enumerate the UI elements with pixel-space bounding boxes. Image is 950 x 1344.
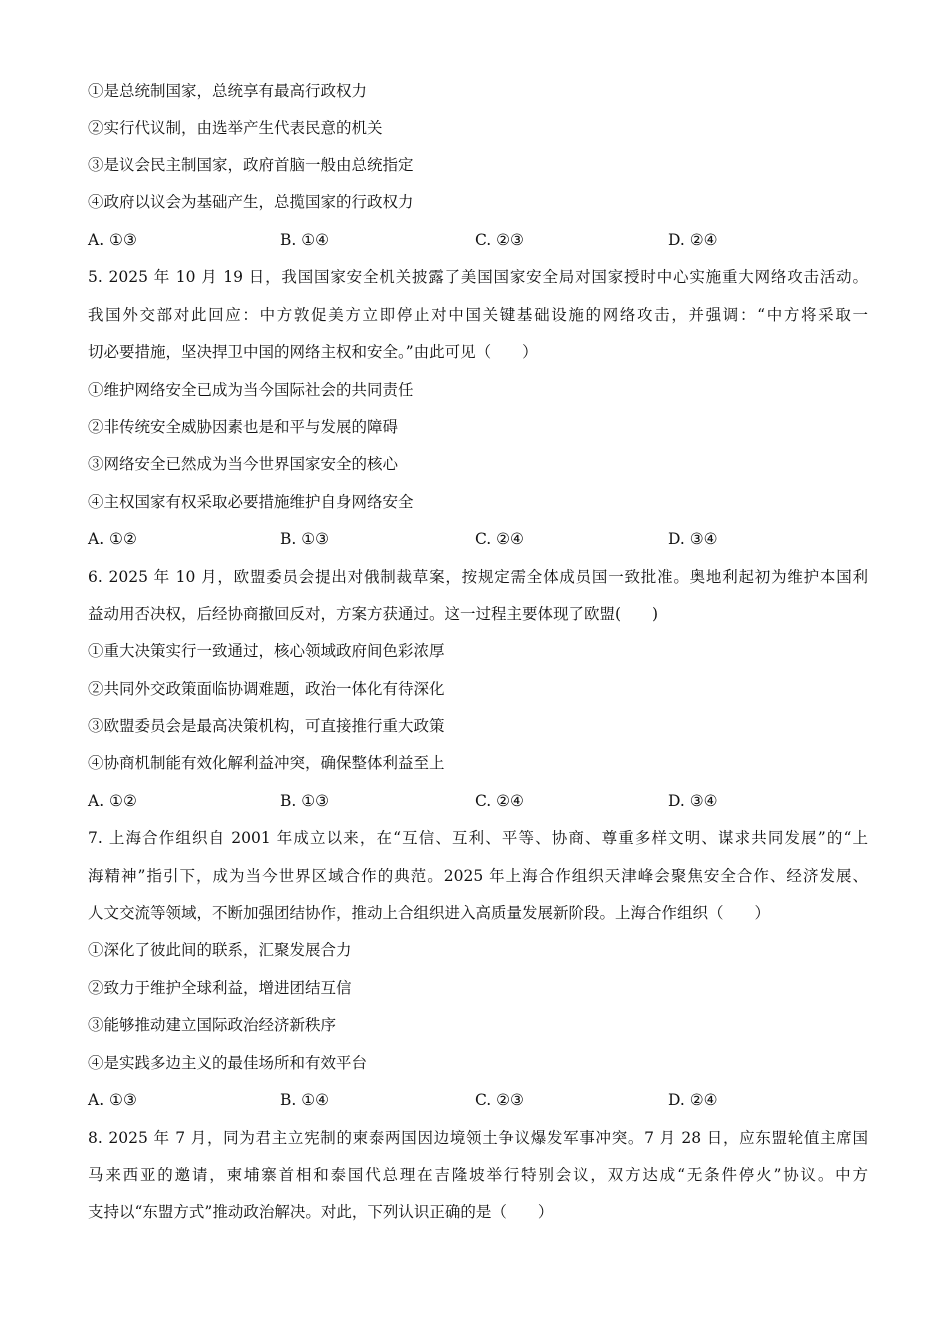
q7-item-2: ②致力于维护全球利益，增进团结互信 [88,979,352,997]
q5-option-b: B. ①③ [280,530,330,548]
q7-item-1: ①深化了彼此间的联系，汇聚发展合力 [88,941,352,959]
q8-stem-line-1: 8. 2025 年 7 月，同为君主立宪制的柬泰两国因边境领土争议爆发军事冲突。7 月 28 日，应东盟轮值主席国 [88,1129,868,1147]
q5-stem-line-2: 我国外交部对此回应：中方敦促美方立即停止对中国关键基础设施的网络攻击，并强调：“中方将采取一 [88,306,868,324]
q4-option-a: A. ①③ [88,231,137,249]
q5-option-c: C. ②④ [475,530,524,548]
q6-item-1: ①重大决策实行一致通过，核心领域政府间色彩浓厚 [88,642,445,660]
q5-option-a: A. ①② [88,530,137,548]
q7-stem-line-2: 海精神”指引下，成为当今世界区域合作的典范。2025 年上海合作组织天津峰会聚焦安全合作、经济发展、 [88,867,868,885]
q8-stem-line-3: 支持以“东盟方式”推动政治解决。对此，下列认识正确的是（ ） [88,1203,554,1221]
q5-option-d: D. ③④ [668,530,718,548]
q4-item-3: ③是议会民主制国家，政府首脑一般由总统指定 [88,156,414,174]
q4-item-2: ②实行代议制，由选举产生代表民意的机关 [88,119,383,137]
q4-item-4: ④政府以议会为基础产生，总揽国家的行政权力 [88,193,414,211]
q5-item-2: ②非传统安全威胁因素也是和平与发展的障碍 [88,418,399,436]
q7-option-d: D. ②④ [668,1091,718,1109]
q6-item-3: ③欧盟委员会是最高决策机构，可直接推行重大政策 [88,717,445,735]
q7-option-c: C. ②③ [475,1091,524,1109]
q5-item-1: ①维护网络安全已成为当今国际社会的共同责任 [88,381,414,399]
q6-option-c: C. ②④ [475,792,524,810]
q4-item-1: ①是总统制国家，总统享有最高行政权力 [88,82,368,100]
q5-item-3: ③网络安全已然成为当今世界国家安全的核心 [88,455,399,473]
q6-item-2: ②共同外交政策面临协调难题，政治一体化有待深化 [88,680,445,698]
q6-option-d: D. ③④ [668,792,718,810]
q4-option-c: C. ②③ [475,231,524,249]
q7-option-a: A. ①③ [88,1091,137,1109]
q7-option-b: B. ①④ [280,1091,330,1109]
q5-stem-line-3: 切必要措施，坚决捍卫中国的网络主权和安全。”由此可见（ ） [88,343,538,361]
q6-stem-line-1: 6. 2025 年 10 月，欧盟委员会提出对俄制裁草案，按规定需全体成员国一致批准。奥地利起初为维护本国利 [88,568,868,586]
q4-option-d: D. ②④ [668,231,718,249]
q4-option-b: B. ①④ [280,231,330,249]
q5-stem-line-1: 5. 2025 年 10 月 19 日，我国国家安全机关披露了美国国家安全局对国家授时中心实施重大网络攻击活动。 [88,268,868,286]
q6-option-a: A. ①② [88,792,137,810]
q7-item-3: ③能够推动建立国际政治经济新秩序 [88,1016,337,1034]
q8-stem-line-2: 马来西亚的邀请，柬埔寨首相和泰国代总理在吉隆坡举行特别会议，双方达成“无条件停火”协议。中方 [88,1166,868,1184]
q7-stem-line-3: 人文交流等领域，不断加强团结协作，推动上合组织进入高质量发展新阶段。上海合作组织（ ） [88,904,771,922]
q6-option-b: B. ①③ [280,792,330,810]
q7-stem-line-1: 7. 上海合作组织自 2001 年成立以来，在“互信、互利、平等、协商、尊重多样文明、谋求共同发展”的“上 [88,829,868,847]
q5-item-4: ④主权国家有权采取必要措施维护自身网络安全 [88,493,414,511]
q6-stem-line-2: 益动用否决权，后经协商撤回反对，方案方获通过。这一过程主要体现了欧盟( ) [88,605,659,623]
q6-item-4: ④协商机制能有效化解利益冲突，确保整体利益至上 [88,754,445,772]
q7-item-4: ④是实践多边主义的最佳场所和有效平台 [88,1054,368,1072]
